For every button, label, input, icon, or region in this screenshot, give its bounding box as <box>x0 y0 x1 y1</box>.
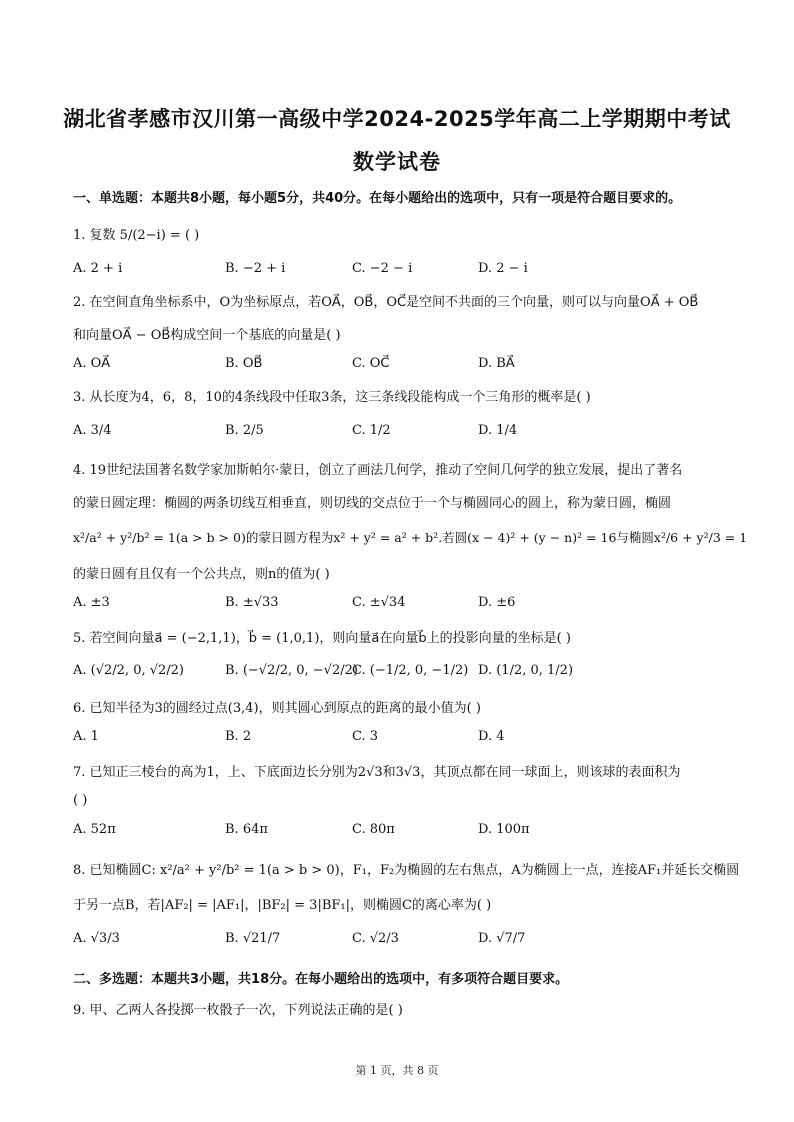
question-6-options <box>73 729 733 751</box>
question-8-text-line-1: 8. 已知椭圆C: x²/a² + y²/b² = 1(a > b > 0)，F₁，F₂为椭圆的左右焦点，A为椭圆上一点，连接AF₁并延长交椭圆 <box>73 863 740 878</box>
question-4-options <box>73 595 733 617</box>
question-7-option-d[interactable]: D. 100π <box>478 822 530 837</box>
question-4-text-line-2: 的蒙日圆定理：椭圆的两条切线互相垂直，则切线的交点位于一个与椭圆同心的圆上，称为蒙日圆，椭圆 <box>73 496 672 511</box>
question-5-option-a[interactable]: A. (√2/2, 0, √2/2) <box>73 663 185 678</box>
question-2-option-c[interactable]: C. OC⃗ <box>352 356 390 371</box>
question-2-text-line-1: 2. 在空间直角坐标系中，O为坐标原点，若OA⃗，OB⃗，OC⃗是空间不共面的三个向量，则可以与向量OA⃗ + OB⃗ <box>73 295 699 310</box>
question-7-text-line-1: 7. 已知正三棱台的高为1，上、下底面边长分别为2√3和3√3，其顶点都在同一球面上，则该球的表面积为 <box>73 765 681 780</box>
exam-subtitle: 数学试卷 <box>353 150 441 174</box>
question-7-option-b[interactable]: B. 64π <box>225 822 268 837</box>
question-3-option-b[interactable]: B. 2/5 <box>225 423 264 438</box>
question-3-options <box>73 423 733 445</box>
question-4-option-a[interactable]: A. ±3 <box>73 595 110 610</box>
question-8-option-b[interactable]: B. √21/7 <box>225 931 281 946</box>
question-3-option-c[interactable]: C. 1/2 <box>352 423 391 438</box>
question-7-option-a[interactable]: A. 52π <box>73 822 116 837</box>
page-footer: 第 1 页，共 8 页 <box>355 1064 439 1077</box>
question-6-option-d[interactable]: D. 4 <box>478 729 505 744</box>
question-5-text: 5. 若空间向量a⃗ = (−2,1,1)，b⃗ = (1,0,1)，则向量a⃗在向量b⃗上的投影向量的坐标是( ) <box>73 631 571 646</box>
question-7-options <box>73 822 733 844</box>
question-6-text: 6. 已知半径为3的圆经过点(3,4)，则其圆心到原点的距离的最小值为( ) <box>73 701 481 716</box>
question-6-option-b[interactable]: B. 2 <box>225 729 252 744</box>
question-4-option-d[interactable]: D. ±6 <box>478 595 516 610</box>
exam-title: 湖北省孝感市汉川第一高级中学2024-2025学年高二上学期期中考试 <box>63 107 731 131</box>
question-1-option-d[interactable]: D. 2 − i <box>478 261 528 276</box>
question-2-text-line-2: 和向量OA⃗ − OB⃗构成空间一个基底的向量是( ) <box>73 328 341 343</box>
question-7-option-c[interactable]: C. 80π <box>352 822 395 837</box>
question-5-options <box>73 663 733 685</box>
question-8-option-d[interactable]: D. √7/7 <box>478 931 526 946</box>
question-5-option-d[interactable]: D. (1/2, 0, 1/2) <box>478 663 574 678</box>
question-9-text: 9. 甲、乙两人各投掷一枚骰子一次，下列说法正确的是( ) <box>73 1003 403 1018</box>
question-4-option-b[interactable]: B. ±√33 <box>225 595 279 610</box>
section-heading-multiple-choice: 二、多选题：本题共3小题，共18分。在每小题给出的选项中，有多项符合题目要求。 <box>73 972 569 987</box>
question-6-option-a[interactable]: A. 1 <box>73 729 99 744</box>
question-2-options <box>73 356 733 378</box>
question-8-option-c[interactable]: C. √2/3 <box>352 931 399 946</box>
question-5-option-b[interactable]: B. (−√2/2, 0, −√2/2) <box>225 663 358 678</box>
question-8-option-a[interactable]: A. √3/3 <box>73 931 120 946</box>
question-4-text-line-3: x²/a² + y²/b² = 1(a > b > 0)的蒙日圆方程为x² + y² = a² + b².若圆(x − 4)² + (y − n)² = 16与椭圆x²/6 + y²/3 = 1 <box>73 530 748 545</box>
question-1-option-b[interactable]: B. −2 + i <box>225 261 286 276</box>
question-5-option-c[interactable]: C. (−1/2, 0, −1/2) <box>352 663 469 678</box>
question-3-text: 3. 从长度为4，6，8，10的4条线段中任取3条，这三条线段能构成一个三角形的概率是( ) <box>73 390 591 405</box>
question-3-option-d[interactable]: D. 1/4 <box>478 423 518 438</box>
question-7-text-line-2: ( ) <box>73 793 88 808</box>
question-3-option-a[interactable]: A. 3/4 <box>73 423 112 438</box>
question-6-option-c[interactable]: C. 3 <box>352 729 379 744</box>
question-1-option-c[interactable]: C. −2 − i <box>352 261 413 276</box>
question-8-text-line-2: 于另一点B，若|AF₂| = |AF₁|，|BF₂| = 3|BF₁|，则椭圆C的离心率为( ) <box>73 898 492 913</box>
question-2-option-b[interactable]: B. OB⃗ <box>225 356 263 371</box>
question-1-options <box>73 261 733 283</box>
question-2-option-d[interactable]: D. BA⃗ <box>478 356 515 371</box>
question-4-text-line-1: 4. 19世纪法国著名数学家加斯帕尔·蒙日，创立了画法几何学，推动了空间几何学的独立发展，提出了著名 <box>73 463 683 478</box>
question-1-text: 1. 复数 5/(2−i) = ( ) <box>73 228 200 243</box>
question-2-option-a[interactable]: A. OA⃗ <box>73 356 111 371</box>
section-heading-single-choice: 一、单选题：本题共8小题，每小题5分，共40分。在每小题给出的选项中，只有一项是符合题目要求的。 <box>73 191 682 206</box>
question-1-option-a[interactable]: A. 2 + i <box>73 261 123 276</box>
question-8-options <box>73 931 733 953</box>
question-4-text-line-4: 的蒙日圆有且仅有一个公共点，则n的值为( ) <box>73 567 330 582</box>
question-4-option-c[interactable]: C. ±√34 <box>352 595 406 610</box>
